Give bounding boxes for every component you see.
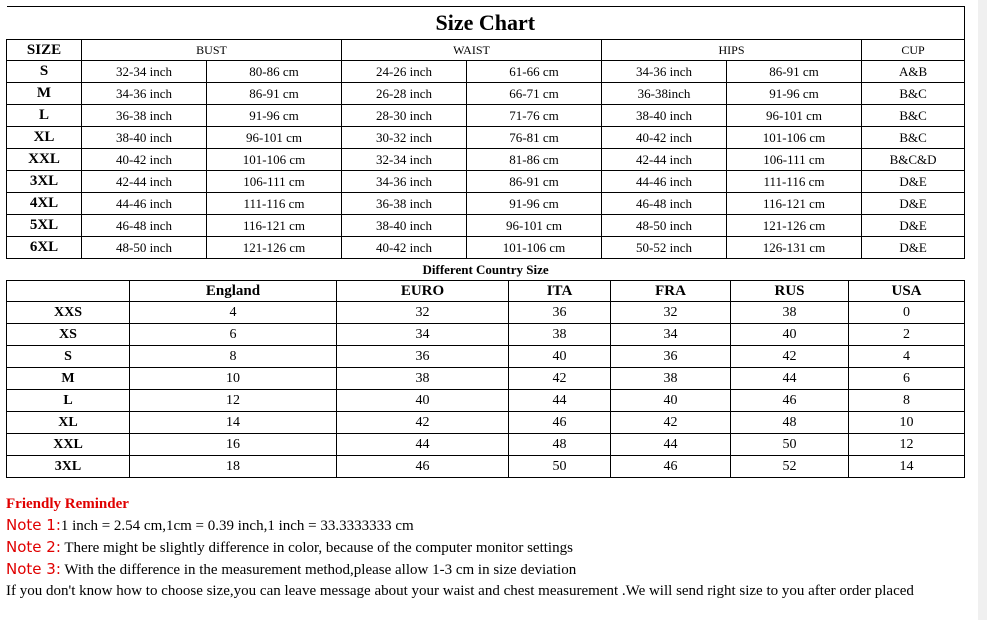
country-row	[7, 368, 965, 390]
size-cell-hips-cm: 91-96 cm	[727, 83, 862, 105]
country-size-value: 48	[509, 434, 611, 456]
country-size-value: 6	[130, 324, 337, 346]
size-cell-cup: D&E	[862, 215, 965, 237]
country-size-value: 0	[849, 302, 965, 324]
country-size-table	[6, 280, 965, 478]
country-size-value: 42	[337, 412, 509, 434]
size-cell-bust-in: 44-46 inch	[82, 193, 207, 215]
country-size-value: 2	[849, 324, 965, 346]
size-cell-waist-in: 24-26 inch	[342, 61, 467, 83]
size-cell-bust-cm: 101-106 cm	[207, 149, 342, 171]
size-cell-size: S	[7, 61, 82, 83]
country-header-2: EURO	[337, 281, 509, 302]
country-size-value: 10	[130, 368, 337, 390]
country-size-value: 34	[611, 324, 731, 346]
country-size-value: 14	[849, 456, 965, 478]
size-cell-cup: B&C	[862, 105, 965, 127]
size-cell-bust-cm: 116-121 cm	[207, 215, 342, 237]
size-chart-table	[6, 6, 965, 280]
size-cell-bust-in: 36-38 inch	[82, 105, 207, 127]
country-size-label: XL	[7, 412, 130, 434]
country-size-label: S	[7, 346, 130, 368]
size-cell-hips-in: 38-40 inch	[602, 105, 727, 127]
country-header-3: ITA	[509, 281, 611, 302]
size-cell-cup: D&E	[862, 171, 965, 193]
size-cell-hips-in: 40-42 inch	[602, 127, 727, 149]
country-row	[7, 302, 965, 324]
size-cell-waist-in: 36-38 inch	[342, 193, 467, 215]
size-cell-bust-in: 32-34 inch	[82, 61, 207, 83]
country-size-value: 8	[849, 390, 965, 412]
size-cell-bust-cm: 96-101 cm	[207, 127, 342, 149]
country-size-value: 46	[611, 456, 731, 478]
size-cell-bust-in: 34-36 inch	[82, 83, 207, 105]
size-cell-size: 4XL	[7, 193, 82, 215]
size-cell-size: L	[7, 105, 82, 127]
waist-column-header: WAIST	[342, 40, 602, 61]
scrollbar-track[interactable]	[978, 0, 987, 620]
size-cell-size: 5XL	[7, 215, 82, 237]
size-cell-hips-cm: 121-126 cm	[727, 215, 862, 237]
size-cell-hips-in: 34-36 inch	[602, 61, 727, 83]
note-1	[6, 515, 964, 537]
country-size-value: 42	[731, 346, 849, 368]
size-cell-size: 6XL	[7, 237, 82, 259]
country-size-value: 4	[130, 302, 337, 324]
country-row	[7, 324, 965, 346]
country-size-value: 10	[849, 412, 965, 434]
country-size-value: 18	[130, 456, 337, 478]
country-size-value: 38	[337, 368, 509, 390]
size-cell-bust-in: 46-48 inch	[82, 215, 207, 237]
size-row	[7, 237, 965, 259]
country-size-value: 40	[509, 346, 611, 368]
note-2	[6, 537, 964, 559]
size-cell-size: XL	[7, 127, 82, 149]
country-row	[7, 412, 965, 434]
size-cell-hips-cm: 86-91 cm	[727, 61, 862, 83]
friendly-reminder: Friendly Reminder	[6, 496, 129, 512]
size-cell-hips-in: 48-50 inch	[602, 215, 727, 237]
size-cell-bust-cm: 106-111 cm	[207, 171, 342, 193]
country-size-value: 48	[731, 412, 849, 434]
country-size-value: 6	[849, 368, 965, 390]
country-header-5: RUS	[731, 281, 849, 302]
country-size-value: 38	[509, 324, 611, 346]
country-size-label: XS	[7, 324, 130, 346]
country-size-value: 50	[731, 434, 849, 456]
size-cell-bust-cm: 86-91 cm	[207, 83, 342, 105]
country-header-4: FRA	[611, 281, 731, 302]
size-cell-hips-cm: 116-121 cm	[727, 193, 862, 215]
bust-column-header: BUST	[82, 40, 342, 61]
size-cell-waist-cm: 71-76 cm	[467, 105, 602, 127]
size-cell-bust-cm: 80-86 cm	[207, 61, 342, 83]
country-size-value: 46	[509, 412, 611, 434]
size-cell-bust-cm: 111-116 cm	[207, 193, 342, 215]
country-row	[7, 456, 965, 478]
size-row	[7, 105, 965, 127]
size-row	[7, 127, 965, 149]
closing-message: If you don't know how to choose size,you can leave message about your waist and chest measurement .We will send right size to you after order placed	[6, 583, 914, 599]
country-size-value: 42	[509, 368, 611, 390]
size-cell-cup: B&C&D	[862, 149, 965, 171]
note-3-text: With the difference in the measurement method,please allow 1-3 cm in size deviation	[60, 562, 577, 578]
notes-section	[6, 494, 964, 602]
country-size-title: Different Country Size	[7, 259, 965, 281]
size-cell-waist-cm: 86-91 cm	[467, 171, 602, 193]
country-size-value: 38	[611, 368, 731, 390]
size-cell-waist-in: 30-32 inch	[342, 127, 467, 149]
size-cell-hips-in: 46-48 inch	[602, 193, 727, 215]
country-size-label: M	[7, 368, 130, 390]
size-row	[7, 171, 965, 193]
size-cell-waist-in: 34-36 inch	[342, 171, 467, 193]
size-cell-bust-in: 40-42 inch	[82, 149, 207, 171]
size-cell-waist-in: 40-42 inch	[342, 237, 467, 259]
country-row	[7, 390, 965, 412]
size-cell-hips-in: 42-44 inch	[602, 149, 727, 171]
country-size-value: 32	[337, 302, 509, 324]
size-cell-hips-in: 36-38inch	[602, 83, 727, 105]
size-cell-bust-in: 38-40 inch	[82, 127, 207, 149]
country-size-value: 44	[509, 390, 611, 412]
country-size-label: XXS	[7, 302, 130, 324]
country-size-value: 40	[337, 390, 509, 412]
country-size-value: 44	[337, 434, 509, 456]
note-1-text: 1 inch = 2.54 cm,1cm = 0.39 inch,1 inch = 33.3333333 cm	[60, 518, 414, 534]
country-size-value: 46	[731, 390, 849, 412]
country-size-value: 36	[337, 346, 509, 368]
size-cell-bust-cm: 91-96 cm	[207, 105, 342, 127]
size-cell-waist-cm: 91-96 cm	[467, 193, 602, 215]
country-size-value: 40	[731, 324, 849, 346]
size-cell-hips-cm: 101-106 cm	[727, 127, 862, 149]
size-cell-size: M	[7, 83, 82, 105]
size-cell-hips-in: 50-52 inch	[602, 237, 727, 259]
country-size-value: 40	[611, 390, 731, 412]
size-cell-hips-in: 44-46 inch	[602, 171, 727, 193]
size-cell-size: 3XL	[7, 171, 82, 193]
country-header-1: England	[130, 281, 337, 302]
size-cell-hips-cm: 126-131 cm	[727, 237, 862, 259]
country-header-6: USA	[849, 281, 965, 302]
country-size-label: 3XL	[7, 456, 130, 478]
size-cell-waist-cm: 96-101 cm	[467, 215, 602, 237]
country-size-value: 50	[509, 456, 611, 478]
size-cell-cup: D&E	[862, 237, 965, 259]
country-size-value: 32	[611, 302, 731, 324]
size-row	[7, 83, 965, 105]
country-size-value: 42	[611, 412, 731, 434]
size-row	[7, 215, 965, 237]
cup-column-header: CUP	[862, 40, 965, 61]
country-size-value: 36	[509, 302, 611, 324]
size-cell-bust-cm: 121-126 cm	[207, 237, 342, 259]
note-1-label: Note 1:	[6, 516, 61, 534]
size-row	[7, 193, 965, 215]
note-3	[6, 559, 964, 581]
note-2-text: There might be slightly difference in color, because of the computer monitor settings	[60, 540, 573, 556]
size-column-header: SIZE	[7, 40, 82, 61]
country-size-value: 44	[611, 434, 731, 456]
size-cell-size: XXL	[7, 149, 82, 171]
size-cell-waist-in: 26-28 inch	[342, 83, 467, 105]
size-cell-waist-cm: 61-66 cm	[467, 61, 602, 83]
country-size-value: 36	[611, 346, 731, 368]
country-size-value: 16	[130, 434, 337, 456]
size-cell-bust-in: 48-50 inch	[82, 237, 207, 259]
size-row	[7, 61, 965, 83]
country-size-value: 14	[130, 412, 337, 434]
size-cell-waist-in: 32-34 inch	[342, 149, 467, 171]
size-cell-waist-in: 28-30 inch	[342, 105, 467, 127]
note-2-label: Note 2:	[6, 538, 61, 556]
country-size-value: 44	[731, 368, 849, 390]
size-cell-waist-in: 38-40 inch	[342, 215, 467, 237]
country-row	[7, 434, 965, 456]
country-size-value: 12	[849, 434, 965, 456]
size-cell-cup: B&C	[862, 83, 965, 105]
size-chart-sheet	[6, 6, 964, 478]
size-cell-waist-cm: 101-106 cm	[467, 237, 602, 259]
country-size-label: XXL	[7, 434, 130, 456]
size-cell-waist-cm: 66-71 cm	[467, 83, 602, 105]
size-cell-cup: A&B	[862, 61, 965, 83]
country-size-value: 46	[337, 456, 509, 478]
country-size-value: 38	[731, 302, 849, 324]
country-size-value: 4	[849, 346, 965, 368]
size-cell-cup: D&E	[862, 193, 965, 215]
country-size-value: 52	[731, 456, 849, 478]
page-title: Size Chart	[7, 7, 965, 40]
country-header-0	[7, 281, 130, 302]
country-size-value: 8	[130, 346, 337, 368]
note-3-label: Note 3:	[6, 560, 61, 578]
country-size-label: L	[7, 390, 130, 412]
hips-column-header: HIPS	[602, 40, 862, 61]
size-cell-hips-cm: 111-116 cm	[727, 171, 862, 193]
size-cell-cup: B&C	[862, 127, 965, 149]
size-cell-waist-cm: 76-81 cm	[467, 127, 602, 149]
size-cell-waist-cm: 81-86 cm	[467, 149, 602, 171]
country-row	[7, 346, 965, 368]
size-cell-hips-cm: 106-111 cm	[727, 149, 862, 171]
size-cell-bust-in: 42-44 inch	[82, 171, 207, 193]
size-row	[7, 149, 965, 171]
country-size-value: 12	[130, 390, 337, 412]
size-cell-hips-cm: 96-101 cm	[727, 105, 862, 127]
country-size-value: 34	[337, 324, 509, 346]
